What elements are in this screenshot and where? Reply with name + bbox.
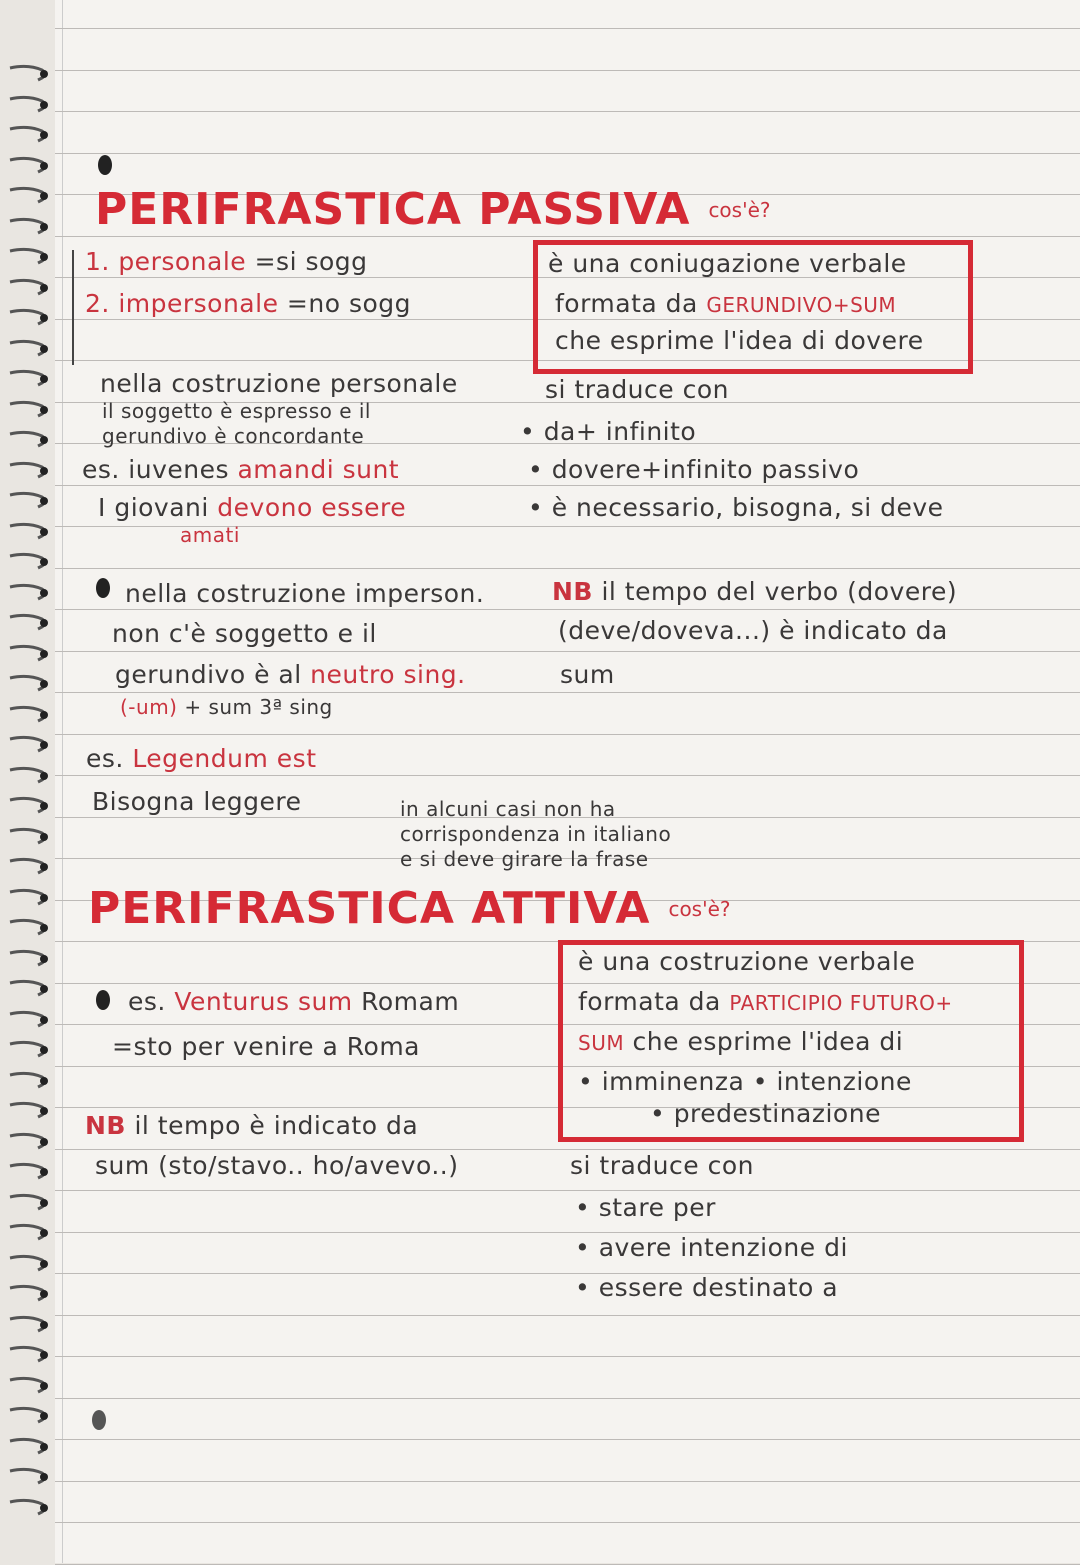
spiral-ring [8,1008,50,1028]
ruled-line [55,28,1080,29]
spiral-ring [8,642,50,662]
spiral-ring [8,1221,50,1241]
spiral-ring [8,1404,50,1424]
spiral-ring [8,611,50,631]
title-row-passiva [95,185,771,235]
spiral-ring [8,550,50,570]
note-line: e si deve girare la frase [400,847,649,871]
type-1: 1. personale =si sogg [85,247,368,276]
text-line: nella costruzione imperson. [125,579,485,608]
translation-line: Bisogna leggere [92,787,302,816]
list-item: • avere intenzione di [575,1233,848,1262]
spiral-ring [8,337,50,357]
ruled-line [55,1273,1080,1274]
ruled-line [55,1522,1080,1523]
ruled-line [55,692,1080,693]
nb-line: (deve/doveva...) è indicato da [558,616,948,645]
spiral-ring [8,703,50,723]
translation-line: =sto per venire a Roma [112,1032,420,1061]
ruled-line [55,651,1080,652]
spiral-ring [8,1069,50,1089]
spiral-ring [8,1252,50,1272]
translation-line: I giovani devono essere [98,493,407,522]
list-item: • stare per [575,1193,716,1222]
definition-line: che esprime l'idea di dovere [555,326,924,355]
nb-line: NB il tempo è indicato da [85,1111,419,1140]
list-item: • essere destinato a [575,1273,839,1302]
spiral-ring [8,459,50,479]
spiral-ring [8,764,50,784]
bullet-dot [92,1410,106,1430]
list-item: • è necessario, bisogna, si deve [528,493,944,522]
spiral-ring [8,825,50,845]
spiral-ring [8,1130,50,1150]
list-item: • da+ infinito [520,417,697,446]
spiral-ring [8,154,50,174]
spiral-ring [8,916,50,936]
spiral-ring [8,306,50,326]
spiral-ring [8,62,50,82]
ruled-line [55,236,1080,237]
spiral-ring [8,855,50,875]
definition-line: • imminenza • intenzione [578,1067,912,1096]
question-note: cos'è? [708,198,771,222]
spiral-ring [8,1038,50,1058]
spiral-ring [8,276,50,296]
ruled-line [55,1356,1080,1357]
text-line: si traduce con [570,1151,754,1180]
spiral-ring [8,428,50,448]
nb-line: sum [560,660,615,689]
spiral-ring [8,1313,50,1333]
spiral-ring [8,1343,50,1363]
spiral-ring [8,672,50,692]
spiral-ring [8,947,50,967]
example-line: es. Venturus sum Romam [128,987,460,1016]
spiral-ring [8,581,50,601]
ruled-line [55,1439,1080,1440]
bullet-dot [98,155,112,175]
spiral-ring [8,489,50,509]
spiral-ring [8,886,50,906]
example-line: es. iuvenes amandi sunt [82,455,400,484]
spiral-ring [8,1435,50,1455]
spiral-ring [8,398,50,418]
definition-line: è una costruzione verbale [578,947,916,976]
nb-line: sum (sto/stavo.. ho/avevo..) [95,1151,459,1180]
spiral-ring [8,123,50,143]
ruled-line [55,1398,1080,1399]
spiral-ring [8,1496,50,1516]
type-2: 2. impersonale =no sogg [85,289,411,318]
definition-line: • predestinazione [650,1099,881,1128]
spiral-ring [8,245,50,265]
spiral-ring [8,733,50,753]
spiral-ring [8,1465,50,1485]
definition-line: formata da GERUNDIVO+SUM [555,289,897,318]
title-row-attiva [88,884,731,934]
text-line: il soggetto è espresso e il [102,399,371,423]
ruled-line [55,1315,1080,1316]
spiral-ring [8,520,50,540]
translation-line: amati [180,523,240,547]
text-line: (-um) + sum 3ª sing [120,695,333,719]
question-note: cos'è? [668,897,731,921]
ruled-line [55,775,1080,776]
note-line: in alcuni casi non ha [400,797,616,821]
ruled-line [55,153,1080,154]
bracket [72,250,84,365]
spiral-ring [8,794,50,814]
spiral-ring [8,367,50,387]
spiral-ring [8,977,50,997]
ruled-line [55,1232,1080,1233]
section-title-passiva: PERIFRASTICA PASSIVA [95,184,691,235]
spiral-ring [8,215,50,235]
ruled-line [55,70,1080,71]
definition-line: SUM che esprime l'idea di [578,1027,904,1056]
text-line: non c'è soggetto e il [112,619,377,648]
spiral-ring [8,1282,50,1302]
ruled-line [55,111,1080,112]
spiral-ring [8,1160,50,1180]
text-line: gerundivo è concordante [102,424,365,448]
spiral-ring [8,1099,50,1119]
section-title-attiva: PERIFRASTICA ATTIVA [88,883,651,934]
bullet-dot [96,578,110,598]
ruled-line [55,485,1080,486]
text-line: gerundivo è al neutro sing. [115,660,466,689]
text-line: nella costruzione personale [100,369,458,398]
spiral-ring [8,93,50,113]
definition-line: formata da PARTICIPIO FUTURO+ [578,987,953,1016]
ruled-line [55,568,1080,569]
ruled-line [55,1481,1080,1482]
bullet-dot [96,990,110,1010]
list-item: • dovere+infinito passivo [528,455,860,484]
margin-line [62,0,63,1563]
text-line: si traduce con [545,375,729,404]
ruled-line [55,1149,1080,1150]
nb-line: NB il tempo del verbo (dovere) [552,577,958,606]
ruled-line [55,734,1080,735]
spiral-ring [8,1191,50,1211]
example-line: es. Legendum est [86,744,317,773]
spiral-ring [8,1374,50,1394]
spiral-ring [8,184,50,204]
ruled-line [55,609,1080,610]
definition-line: è una coniugazione verbale [548,249,907,278]
ruled-line [55,1190,1080,1191]
note-line: corrispondenza in italiano [400,822,672,846]
